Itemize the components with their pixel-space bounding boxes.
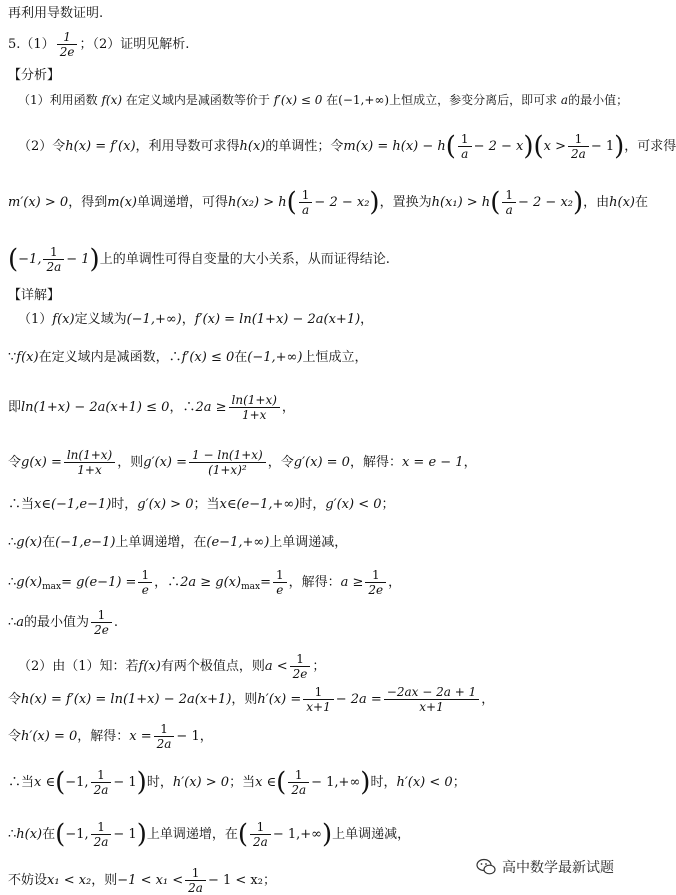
detail-line-7: $\therefore g(x)_{max}= g(e-1)$ = $\frac{1}{e}$ ，∴2a ≥ $g(x)_{max}=$ $\frac{1}{e}$ ，解得：a ≥ $\frac{1}{2e}$ ，: [8, 568, 402, 597]
analysis-header: 【分析】: [8, 68, 61, 83]
detail-line-9: （2）由（1）知：若f(x)有两个极值点，则a < $\frac{1}{2e}$ ；: [18, 652, 326, 681]
detail-line-2: ∵f(x)在定义域内是减函数，∴f′(x) ≤ 0在(−1,+∞)上恒成立，: [8, 350, 368, 365]
detail-line-1: （1）f(x)定义域为(−1,+∞)，f′(x) = ln(1+x) − 2a(x+1)，: [18, 312, 374, 327]
intro-line: 再利用导数证明.: [8, 6, 104, 21]
detail-line-6: ∴g(x)在(−1,e−1)上单调递增，在(e−1,+∞)上单调递减，: [8, 535, 348, 550]
wechat-icon: [476, 858, 496, 876]
analysis-line-3: m′(x) > 0，得到m(x)单调递增，可得h(x₂) > h( $\frac{1}{a}$ − 2 − x₂)，置换为h(x₁) > h( $\frac{1}{a}$ − 2 − x₂)，由h(x)在: [8, 187, 649, 218]
fraction: $\frac{1}{2e}$: [57, 30, 78, 59]
watermark: [476, 857, 614, 877]
analysis-line-2: （2）令h(x) = f′(x)，利用导数可求得h(x)的单调性；令m(x) = h(x) − h( $\frac{1}{a}$ − 2 − x)(x > $\frac{1}{2a}$ − 1)，可求得: [18, 131, 676, 162]
watermark-text: 高中数学最新试题: [502, 860, 614, 876]
detail-line-10: 令h(x) = f′(x) = ln(1+x) − 2a(x+1)，则h′(x) = $\frac{1}{x+1}$ − 2a = $\frac{-2ax - 2a + 1}{x+1}$ ，: [8, 685, 495, 714]
detail-header: 【详解】: [8, 288, 61, 303]
detail-line-8: ∴a的最小值为 $\frac{1}{2e}$ .: [8, 608, 118, 637]
analysis-line-4: (−1, $\frac{1}{2a}$ − 1)上的单调性可得自变量的大小关系，从而证得结论.: [8, 244, 390, 275]
answer-summary: 5.（1） $\frac{1}{2e}$ ；（2）证明见解析.: [8, 30, 190, 59]
detail-line-4: 令g(x) = $\frac{\ln(1+x)}{1+x}$ ，则g′(x) = $\frac{1 - \ln(1+x)}{\text{(1+x)²}}$ ，令g′(x) = 0，解得：x = e − 1，: [8, 448, 477, 477]
detail-line-12: ∴当x ∈(−1, $\frac{1}{2a}$ − 1)时，h′(x) > 0；当x ∈( $\frac{1}{2a}$ − 1,+∞)时，h′(x) < 0；: [8, 767, 466, 798]
detail-line-11: 令h′(x) = 0，解得：x = $\frac{1}{2a}$ − 1，: [8, 722, 213, 751]
analysis-line-1: （1）利用函数 f(x) 在定义域内是减函数等价于 f′(x) ≤ 0 在(−1,+∞)上恒成立，参变分离后，即可求 a的最小值；: [18, 93, 629, 107]
detail-line-14: 不妨设x₁ < x₂，则−1 < x₁ < $\frac{1}{2a}$ − 1 < x₂；: [8, 866, 276, 895]
detail-line-3: 即ln(1+x) − 2a(x+1) ≤ 0，∴2a ≥ $\frac{\ln(1+x)}{1+x}$ ，: [8, 393, 295, 422]
detail-line-13: ∴h(x)在(−1, $\frac{1}{2a}$ − 1)上单调递增，在( $\frac{1}{2a}$ − 1,+∞)上单调递减，: [8, 819, 411, 850]
detail-line-5: ∴当x∈(−1,e−1)时，g′(x) > 0；当x∈(e−1,+∞)时，g′(x) < 0；: [8, 497, 395, 512]
